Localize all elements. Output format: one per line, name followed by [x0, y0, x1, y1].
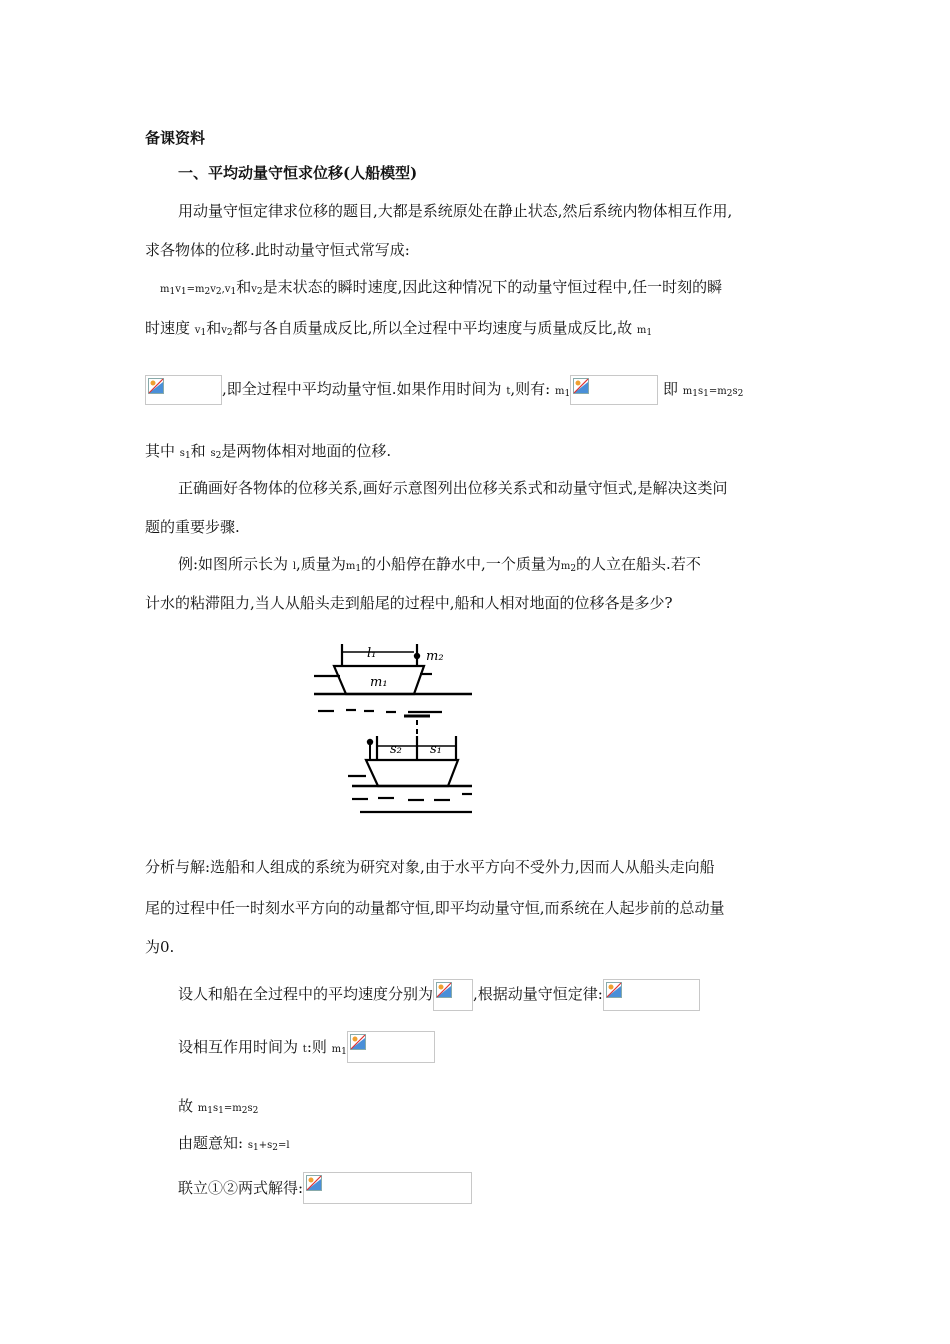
answer-line-3: 为0. [145, 938, 175, 956]
label-l1: l₁ [367, 646, 377, 661]
answer-line-2: 尾的过程中任一时刻水平方向的动量都守恒,即平均动量守恒,而系统在人起步前的总动量 [145, 899, 725, 917]
paragraph-2-line-1: $m_1v_1=m_2v_2,v_1$和$v_2$是末状态的瞬时速度,因此这种情况下的动量守恒过程中,任一时刻的瞬 [160, 278, 723, 297]
broken-image-icon [148, 378, 164, 394]
paragraph-2-line-3: ,即全过程中平均动量守恒.如果作用时间为 t,则有: $m_1$ 即 $m_1s_1=m_2s_2$ [145, 374, 743, 407]
formula-image-4 [603, 979, 700, 1011]
formula-image-2 [570, 375, 658, 405]
broken-image-icon [606, 982, 622, 998]
paragraph-1-line-1: 用动量守恒定律求位移的题目,大都是系统原处在静止状态,然后系统内物体相互作用, [178, 202, 733, 220]
label-s2: s₂ [390, 742, 402, 757]
broken-image-icon [306, 1175, 322, 1191]
step-1: 设人和船在全过程中的平均速度分别为 ,根据动量守恒定律: [178, 978, 700, 1011]
step-4: 由题意知: $s_1+s_2=l$ [178, 1134, 290, 1153]
paragraph-1-line-2: 求各物体的位移.此时动量守恒式常写成: [145, 241, 410, 259]
step-3: 故 $m_1s_1=m_2s_2$ [178, 1097, 259, 1116]
formula-image-1 [145, 375, 222, 405]
formula-image-5 [347, 1031, 435, 1063]
boat-diagram [312, 636, 474, 816]
label-m1: m₁ [370, 675, 388, 690]
formula-image-3 [433, 979, 473, 1011]
paragraph-3-line-2: 题的重要步骤. [145, 518, 240, 536]
paragraph-2-line-4: 其中 $s_1$和 $s_2$是两物体相对地面的位移. [145, 442, 392, 461]
step-5: 联立①②两式解得: [178, 1172, 472, 1204]
answer-line-1: 分析与解:选船和人组成的系统为研究对象,由于水平方向不受外力,因而人从船头走向船 [145, 858, 715, 876]
page-title: 备课资料 [145, 129, 206, 147]
example-line-2: 计水的粘滞阻力,当人从船头走到船尾的过程中,船和人相对地面的位移各是多少? [145, 594, 673, 612]
paragraph-3-line-1: 正确画好各物体的位移关系,画好示意图列出位移关系式和动量守恒式,是解决这类问 [178, 479, 728, 497]
section-heading: 一、平均动量守恒求位移(人船模型) [178, 164, 418, 182]
label-m2: m₂ [426, 649, 444, 664]
broken-image-icon [436, 982, 452, 998]
formula-image-6 [303, 1172, 472, 1204]
broken-image-icon [350, 1034, 366, 1050]
broken-image-icon [573, 378, 589, 394]
paragraph-2-line-2: 时速度 $v_1$和$v_2$都与各自质量成反比,所以全过程中平均速度与质量成反比,故 $m_1$ [145, 319, 653, 338]
step-2: 设相互作用时间为 t:则 $m_1$ [178, 1031, 435, 1066]
label-s1: s₁ [430, 742, 442, 757]
example-line-1: 例:如图所示长为 l,质量为$m_1$的小船停在静水中,一个质量为$m_2$的人立在船头.若不 [178, 555, 701, 574]
